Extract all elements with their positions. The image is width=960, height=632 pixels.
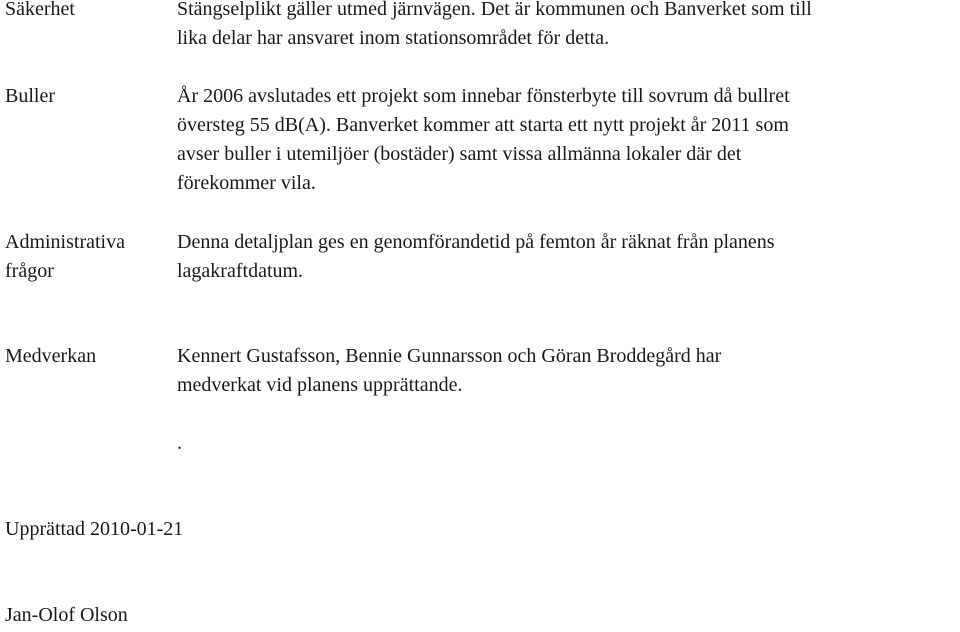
text-line: lagakraftdatum. <box>177 260 304 282</box>
label-line: Medverkan <box>5 345 97 367</box>
label-line: Säkerhet <box>5 0 75 20</box>
text-line: lika delar har ansvaret inom stationsområdet för detta. <box>177 27 610 49</box>
label-line: Administrativa <box>5 231 125 253</box>
section-label-sakerhet <box>5 0 75 24</box>
text-line: förekommer vila. <box>177 172 316 194</box>
text-line: Denna detaljplan ges en genomförandetid på femton år räknat från planens <box>177 231 775 253</box>
section-text-sakerhet <box>177 0 952 53</box>
section-text-medverkan <box>177 342 952 400</box>
section-text-administrativa-fragor <box>177 228 952 286</box>
text-line: avser buller i utemiljöer (bostäder) samt vissa allmänna lokaler där det <box>177 143 742 165</box>
section-label-buller <box>5 82 55 111</box>
text-line: medverkat vid planens upprättande. <box>177 374 463 396</box>
label-line: Buller <box>5 85 55 107</box>
stray-period: . <box>177 432 182 454</box>
section-label-medverkan <box>5 342 96 371</box>
section-label-administrativa-fragor <box>5 228 125 286</box>
text-line: översteg 55 dB(A). Banverket kommer att starta ett nytt projekt år 2011 som <box>177 114 789 136</box>
section-text-buller <box>177 82 952 198</box>
text-line: År 2006 avslutades ett projekt som innebar fönsterbyte till sovrum då bullret <box>177 85 790 107</box>
text-line: Stängselplikt gäller utmed järnvägen. Det är kommunen och Banverket som till <box>177 0 812 20</box>
author-name: Jan-Olof Olson <box>5 604 128 626</box>
label-line: frågor <box>5 260 54 282</box>
text-line: Kennert Gustafsson, Bennie Gunnarsson och Göran Broddegård har <box>177 345 722 367</box>
date-line: Upprättad 2010-01-21 <box>5 518 184 540</box>
